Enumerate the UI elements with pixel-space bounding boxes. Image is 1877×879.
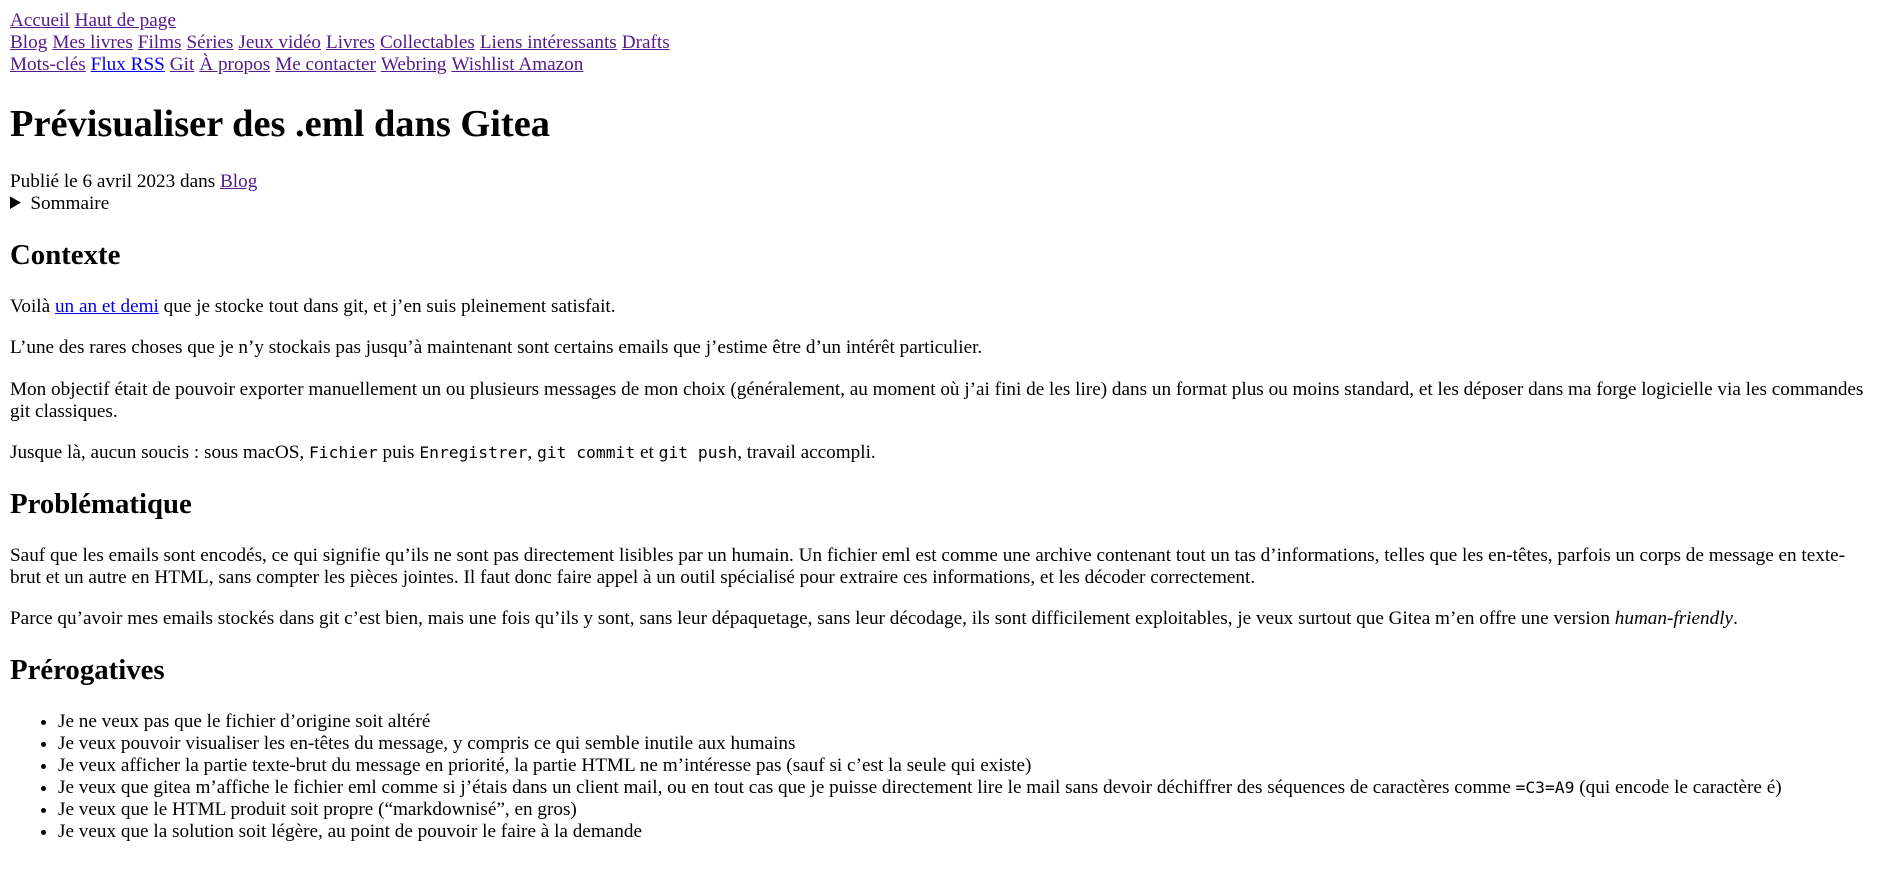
nav-row-categories [10,32,1867,54]
nav-link[interactable]: Jeux vidéo [238,32,321,53]
nav-link[interactable]: Drafts [621,32,670,53]
nav-link[interactable]: Webring [380,54,447,75]
section-contexte [10,239,1867,463]
text-run: Jusque là, aucun soucis : sous macOS, [10,441,309,463]
nav-link[interactable]: Collectables [380,32,475,53]
list-item [58,821,1867,843]
text-run: L’une des rares choses que je n’y stockais pas jusqu’à maintenant sont certains emails que j’estime être d’un intérêt particulier. [10,337,983,359]
list-item [58,799,1867,821]
section-heading-contexte: Contexte [10,239,121,272]
text-run: Je veux afficher la partie texte-brut du message en priorité, la partie HTML ne m’intéresse pas (sauf si c’est la seule qui existe) [58,754,1032,776]
text-run: Publié le 6 avril 2023 dans [10,171,220,193]
inline-code: git push [658,442,738,462]
inline-code: Fichier [308,442,378,462]
text-run: , travail accompli. [737,441,876,463]
nav-link[interactable]: Livres [325,32,376,53]
paragraph [10,337,1867,359]
inline-link[interactable]: Blog [219,171,258,193]
inline-code: Enregistrer [419,442,528,462]
nav-link[interactable]: Liens intéressants [479,32,617,53]
text-run: que je stocke tout dans git, et j’en suis pleinement satisfait. [158,296,616,318]
text-run: (qui encode le caractère é) [1574,776,1782,798]
nav-link[interactable]: Mots-clés [10,54,86,75]
page-title: Prévisualiser des .eml dans Gitea [10,102,550,145]
section-problematique [10,488,1867,630]
section-heading-problematique: Problématique [10,487,192,520]
nav-link[interactable]: Git [169,54,195,75]
nav-link[interactable]: Mes livres [52,32,133,53]
inline-link[interactable]: un an et demi [54,296,159,318]
text-run: Voilà [10,296,55,318]
emphasis-text: human-friendly [1614,607,1734,629]
text-run: Je veux pouvoir visualiser les en-têtes du message, y compris ce qui semble inutile aux humains [58,732,796,754]
nav-link[interactable]: Accueil [10,10,70,31]
text-run: Je veux que le HTML produit soit propre (“markdownisé”, en gros) [58,798,577,820]
nav-link[interactable]: Me contacter [275,54,376,75]
paragraph [10,296,1867,318]
paragraph [10,545,1867,589]
paragraph [10,442,1867,464]
summary-toggle[interactable]: Sommaire [30,193,110,215]
text-run: . [1733,607,1738,629]
list-item [58,711,1867,733]
table-of-contents-details [10,193,1867,215]
text-run: Parce qu’avoir mes emails stockés dans git c’est bien, mais une fois qu’ils y sont, sans leur dépaquetage, sans leur décodage, ils sont difficilement exploitables, je veux surtout que Gitea m’en offre une version [10,607,1615,629]
text-run: , [527,441,537,463]
text-run: Sauf que les emails sont encodés, ce qui signifie qu’ils ne sont pas directement lisibles par un humain. Un fichier eml est comme une archive contenant tout un tas d’informations, telles que les en-têtes, parfois un corps de message en texte-brut et un autre en HTML, sans compter les pièces jointes. Il faut donc faire appel à un outil spécialisé pour extraire ces informations, et les décoder correctement. [10,544,1846,588]
nav-link[interactable]: Flux RSS [90,54,165,75]
list-item [58,755,1867,777]
nav-row-secondary [10,54,1867,76]
section-heading-prerogatives: Prérogatives [10,653,165,686]
nav-link[interactable]: Séries [186,32,234,53]
text-run: Mon objectif était de pouvoir exporter manuellement un ou plusieurs messages de mon choix (généralement, au moment où j’ai fini de les lire) dans un format plus ou moins standard, et les déposer dans ma forge logicielle via les commandes git classiques. [10,378,1864,422]
nav-link[interactable]: Films [137,32,182,53]
nav-link[interactable]: Blog [10,32,48,53]
site-nav [10,10,1867,76]
text-run: puis [377,441,420,463]
nav-link[interactable]: Wishlist Amazon [451,54,584,75]
nav-link[interactable]: Haut de page [74,10,176,31]
nav-row-utility [10,10,1867,32]
list-item [58,733,1867,755]
text-run: Je veux que gitea m’affiche le fichier eml comme si j’étais dans un client mail, ou en tout cas que je puisse directement lire le mail sans devoir déchiffrer des séquences de caractères comme [58,776,1516,798]
text-run: Je veux que la solution soit légère, au point de pouvoir le faire à la demande [58,820,642,842]
post-meta [10,171,1867,193]
paragraph [10,608,1867,630]
section-prerogatives [10,654,1867,843]
list-item [58,777,1867,799]
text-run: Je ne veux pas que le fichier d’origine soit altéré [58,710,431,732]
inline-code: git commit [536,442,636,462]
inline-code: =C3=A9 [1515,777,1575,797]
text-run: et [635,441,659,463]
requirements-list [10,711,1867,843]
nav-link[interactable]: À propos [199,54,271,75]
paragraph [10,379,1867,423]
